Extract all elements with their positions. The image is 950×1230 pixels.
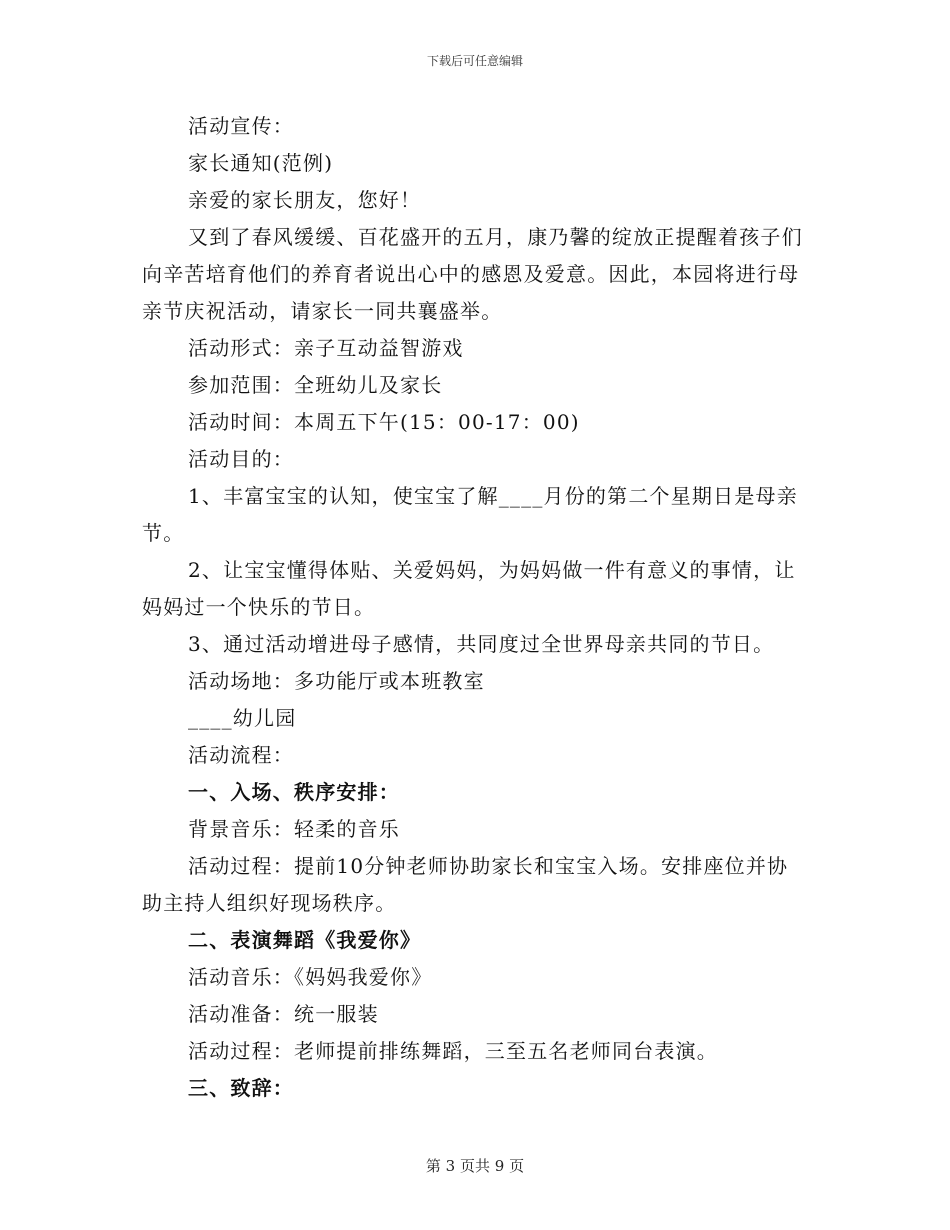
paragraph: 活动流程： — [188, 743, 294, 767]
paragraph: 又到了春风缓缓、百花盛开的五月，康乃馨的绽放正提醒着孩子们向辛苦培育他们的养育者说出心中的感恩及爱意。因此，本园将进行母亲节庆祝活动，请家长一同共襄盛举。 — [142, 225, 803, 323]
paragraph: 1、丰富宝宝的认知，使宝宝了解____月份的第二个星期日是母亲节。 — [142, 484, 798, 545]
paragraph: 背景音乐：轻柔的音乐 — [188, 817, 400, 841]
page-footer: 第 3 页共 9 页 — [425, 1157, 525, 1175]
paragraph: 3、通过活动增进母子感情，共同度过全世界母亲共同的节日。 — [188, 632, 775, 656]
page-header: 下载后可任意编辑 — [426, 54, 523, 68]
paragraph: 2、让宝宝懂得体贴、关爱妈妈，为妈妈做一件有意义的事情，让妈妈过一个快乐的节日。 — [142, 558, 796, 619]
paragraph: 活动过程：老师提前排练舞蹈，三至五名老师同台表演。 — [188, 1039, 718, 1063]
paragraph: 活动场地：多功能厅或本班教室 — [188, 669, 485, 693]
paragraph: 亲爱的家长朋友，您好！ — [188, 188, 422, 212]
section-heading: 二、表演舞蹈《我爱你》 — [188, 928, 422, 952]
document-body — [142, 108, 808, 1107]
paragraph: ____幼儿园 — [188, 706, 297, 730]
paragraph: 活动过程：提前10分钟老师协助家长和宝宝入场。安排座位并协助主持人组织好现场秩序。 — [142, 854, 789, 915]
section-heading: 三、致辞： — [188, 1076, 294, 1100]
paragraph: 家长通知(范例) — [188, 151, 334, 175]
paragraph: 活动准备：统一服装 — [188, 1002, 379, 1026]
paragraph: 活动目的： — [188, 447, 294, 471]
paragraph: 参加范围：全班幼儿及家长 — [188, 373, 443, 397]
paragraph: 活动时间：本周五下午(15：00-17：00) — [188, 410, 580, 434]
paragraph: 活动形式：亲子互动益智游戏 — [188, 336, 464, 360]
section-heading: 一、入场、秩序安排： — [188, 780, 400, 804]
paragraph: 活动宣传： — [188, 114, 294, 138]
paragraph: 活动音乐：《妈妈我爱你》 — [188, 965, 433, 989]
